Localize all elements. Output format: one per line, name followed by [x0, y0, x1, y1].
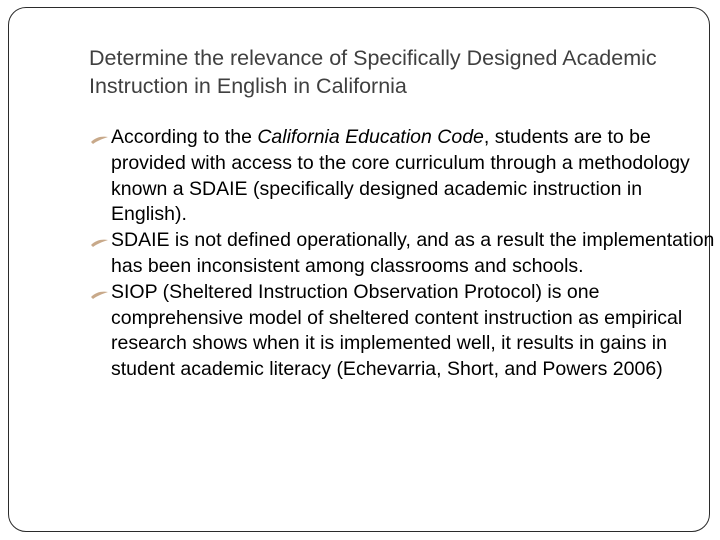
swoosh-bullet-icon: [89, 126, 109, 150]
slide-title: Determine the relevance of Specifically Designed Academic Instruction in English in California: [89, 46, 657, 98]
bullet-text: SIOP (Sheltered Instruction Observation Protocol) is one comprehensive model of sheltered content instruction as empirical research shows when it is implemented well, it results in gains in student academic literacy (Echevarria, Short, and Powers 2006): [111, 280, 683, 381]
bullet-item: [89, 280, 719, 383]
emphasis-text: California Education Code: [257, 126, 484, 148]
bullet-list: [89, 125, 719, 383]
swoosh-bullet-icon: [89, 229, 109, 253]
bullet-item: [89, 125, 719, 228]
bullet-item: [89, 228, 719, 280]
bullet-text: SDAIE is not defined operationally, and as a result the implementation has been inconsistent among classrooms and schools.: [111, 229, 715, 277]
swoosh-bullet-icon: [89, 281, 109, 305]
slide-frame: [8, 7, 715, 532]
bullet-text: According to the California Education Code, students are to be provided with access to the core curriculum through a methodology known a SDAIE (specifically designed academic instruction in English).: [111, 126, 690, 226]
